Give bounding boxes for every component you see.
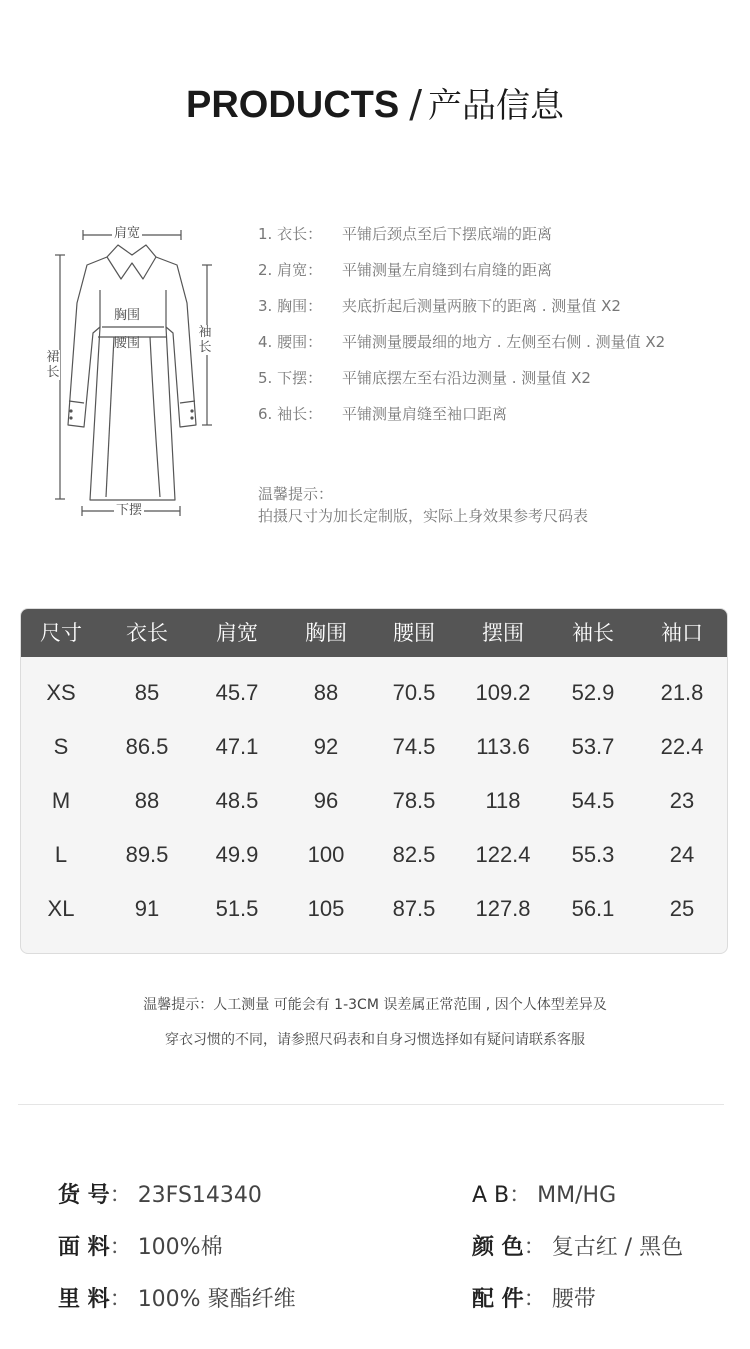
table-cell: 23 [669,788,695,813]
table-cell: 52.9 [571,680,615,705]
spec-value: 100%棉 [137,1235,223,1260]
tip-title: 温馨提示： [258,485,334,503]
tip-text: 拍摄尺寸为加长定制版，实际上身效果参考尺码表 [258,507,589,525]
header-cell: 摆围 [482,621,524,645]
spec-label: 颜 色 [472,1235,524,1260]
spec-label: 面 料 [58,1235,110,1260]
table-cell: 21.8 [660,680,704,705]
table-cell: 74.5 [392,734,436,759]
table-cell: 109.2 [475,680,531,705]
table-row [21,668,727,722]
spec-fabric: 面 料： 100%棉 [58,1233,223,1263]
table-cell: 70.5 [392,680,436,705]
note-line-2: 穿衣习惯的不同，请参照尺码表和自身习惯选择如有疑问请联系客服 [165,1032,585,1048]
table-cell: 54.5 [571,788,615,813]
diagram-chest-label: 胸围 [114,308,141,323]
spec-label: 配 件 [472,1287,524,1312]
table-cell: L [54,842,68,867]
title-cn: 产品信息 [428,86,565,126]
spec-value: 100% 聚酯纤维 [137,1287,296,1312]
table-cell: 49.9 [215,842,259,867]
measurement-item: 1. 衣长： 平铺后颈点至后下摆底端的距离 [258,225,553,243]
page-title [0,82,750,128]
table-cell: 25 [669,896,695,921]
spec-label: 里 料 [58,1287,110,1312]
table-cell: 100 [307,842,345,867]
measurement-guide [258,224,665,440]
measurement-item: 6. 袖长： 平铺测量肩缝至袖口距离 [258,405,508,423]
diagram-waist-label: 腰围 [114,336,141,351]
measurement-item: 5. 下摆： 平铺底摆左至右沿边测量 . 测量值 X2 [258,369,591,387]
table-cell: 24 [669,842,695,867]
spec-label: 货 号 [58,1183,110,1208]
table-cell: M [51,788,71,813]
size-table-header [21,609,727,657]
diagram-length-label: 裙长 [46,350,60,380]
table-cell: 55.3 [571,842,615,867]
table-cell: 45.7 [215,680,259,705]
size-table [20,608,728,954]
table-cell: 82.5 [392,842,436,867]
table-cell: 105 [307,896,345,921]
spec-color: 颜 色： 复古红 / 黑色 [472,1233,683,1263]
table-cell: 122.4 [475,842,531,867]
table-cell: 127.8 [475,896,531,921]
diagram-hem-label: 下摆 [116,503,143,518]
table-cell: 91 [134,896,160,921]
spec-item-number: 货 号： 23FS14340 [58,1181,262,1211]
table-cell: S [53,734,69,759]
header-cell: 腰围 [393,621,435,645]
header-cell: 衣长 [126,621,168,645]
measurement-item: 3. 胸围： 夹底折起后测量两腋下的距离 . 测量值 X2 [258,297,621,315]
dress-outline-illustration [30,215,230,525]
table-cell: 47.1 [215,734,259,759]
header-cell: 袖口 [661,621,703,645]
table-cell: 88 [313,680,339,705]
table-row [21,830,727,884]
measurement-item: 4. 腰围： 平铺测量腰最细的地方 . 左侧至右侧 . 测量值 X2 [258,333,666,351]
table-cell: 88 [134,788,160,813]
diagram-shoulder-label: 肩宽 [114,226,141,241]
table-cell: 96 [313,788,339,813]
table-cell: XL [47,896,75,921]
note-line-1: 温馨提示：人工测量 可能会有 1-3CM 误差属正常范围 , 因个人体型差异及 [143,997,607,1013]
spec-lining: 里 料： 100% 聚酯纤维 [58,1285,296,1315]
spec-value: 23FS14340 [137,1183,262,1208]
spec-label: A B [472,1183,510,1208]
table-cell: 56.1 [571,896,615,921]
tip-block [258,483,588,527]
section-divider [18,1104,724,1105]
header-cell: 肩宽 [216,621,258,645]
dress-measurement-diagram [30,215,230,525]
table-cell: 89.5 [125,842,169,867]
spec-value: MM/HG [537,1183,617,1208]
table-cell: 86.5 [125,734,169,759]
title-separator: / [409,82,423,126]
table-cell: 48.5 [215,788,259,813]
measurement-item: 2. 肩宽： 平铺测量左肩缝到右肩缝的距离 [258,261,553,279]
spec-accessory: 配 件： 腰带 [472,1285,596,1315]
header-cell: 袖长 [572,621,614,645]
header-cell: 尺寸 [40,621,82,645]
title-en: PRODUCTS [185,84,400,126]
spec-value: 腰带 [551,1287,596,1312]
table-cell: 92 [313,734,339,759]
table-cell: 118 [485,788,521,813]
table-row [21,884,727,938]
table-cell: 51.5 [215,896,259,921]
table-cell: 85 [134,680,160,705]
spec-value: 复古红 / 黑色 [551,1235,684,1260]
diagram-sleeve-label: 袖长 [198,325,212,355]
table-cell: 53.7 [571,734,615,759]
table-cell: 22.4 [660,734,704,759]
table-row [21,722,727,776]
header-cell: 胸围 [305,621,347,645]
table-cell: 78.5 [392,788,436,813]
spec-ab: A B： MM/HG [472,1181,616,1211]
table-cell: 113.6 [476,734,530,759]
table-row [21,776,727,830]
table-cell: 87.5 [392,896,436,921]
size-table-body [21,657,727,938]
table-cell: XS [46,680,76,705]
